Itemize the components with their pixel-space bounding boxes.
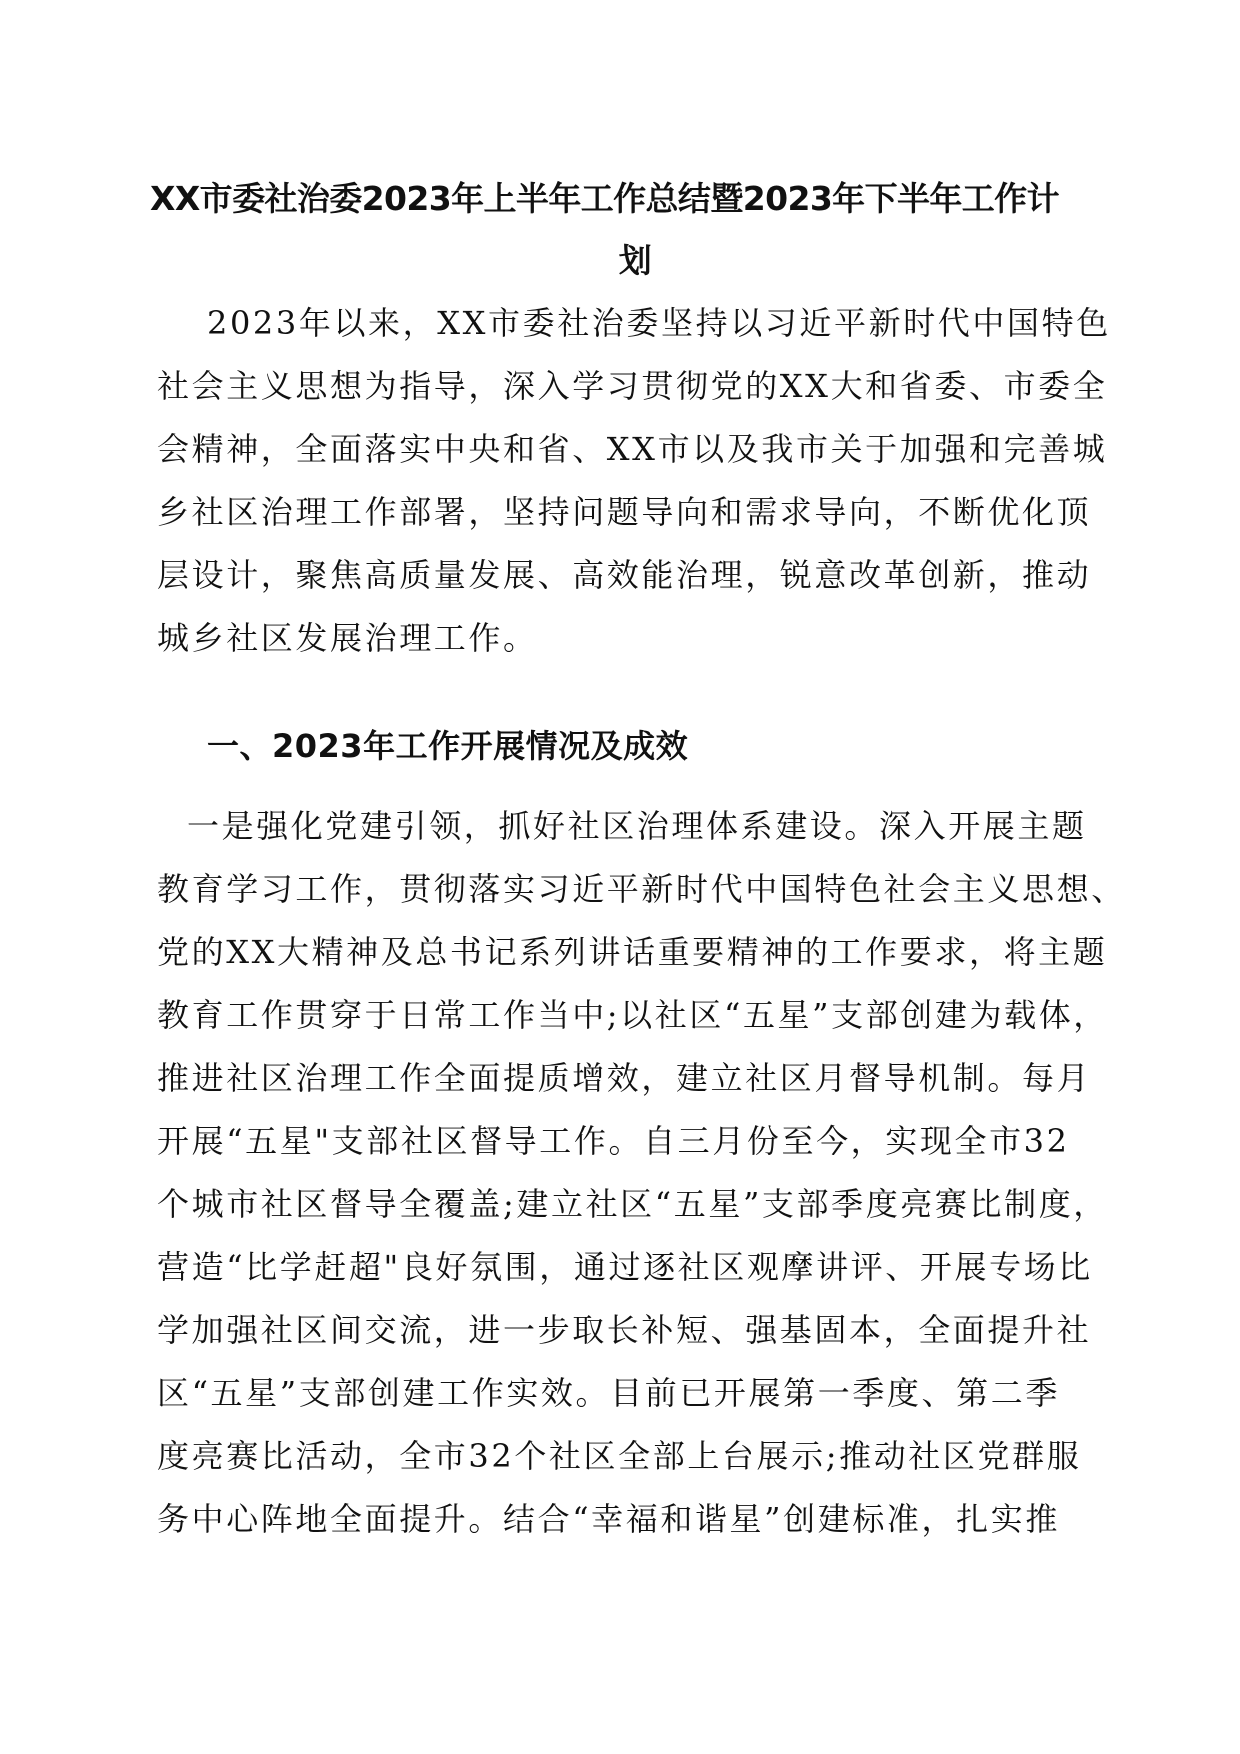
paragraph-line: 营造“比学赶超"良好氛围，通过逐社区观摩讲评、开展专场比 [157,1248,1093,1286]
paragraph-line: 党的XX大精神及总书记系列讲话重要精神的工作要求，将主题 [157,933,1108,971]
paragraph-line: 个城市社区督导全覆盖;建立社区“五星”支部季度亮赛比制度， [157,1185,1108,1223]
intro-paragraph [157,292,1111,670]
paragraph-line: 学加强社区间交流，进一步取长补短、强基固本，全面提升社 [157,1311,1092,1349]
paragraph-line: 社会主义思想为指导，深入学习贯彻党的XX大和省委、市委全 [157,367,1108,405]
paragraph-line: 教育学习工作，贯彻落实习近平新时代中国特色社会主义思想、 [157,870,1126,908]
paragraph-line: 教育工作贯穿于日常工作当中;以社区“五星”支部创建为载体， [157,996,1108,1034]
paragraph-line: 推进社区治理工作全面提质增效，建立社区月督导机制。每月 [157,1059,1092,1097]
title-line-1: XX市委社治委2023年上半年工作总结暨2023年下半年工作计 [150,179,1059,218]
paragraph-line: 一是强化党建引领，抓好社区治理体系建设。深入开展主题 [187,807,1087,845]
section-paragraph [157,795,1126,1551]
paragraph-line: 会精神，全面落实中央和省、XX市以及我市关于加强和完善城 [157,430,1108,468]
paragraph-line: 层设计，聚焦高质量发展、高效能治理，锐意改革创新，推动 [157,556,1092,594]
title-line-2: 划 [618,241,652,280]
paragraph-line: 区“五星”支部创建工作实效。目前已开展第一季度、第二季 [157,1374,1060,1412]
paragraph-line: 开展“五星"支部社区督导工作。自三月份至今，实现全市32 [157,1122,1070,1160]
paragraph-line: 2023年以来，XX市委社治委坚持以习近平新时代中国特色 [207,304,1111,342]
paragraph-line: 度亮赛比活动，全市32个社区全部上台展示;推动社区党群服 [157,1437,1082,1475]
section-heading: 一、2023年工作开展情况及成效 [207,727,689,765]
document-title [150,168,1090,292]
paragraph-line: 乡社区治理工作部署，坚持问题导向和需求导向，不断优化顶 [157,493,1092,531]
paragraph-line: 城乡社区发展治理工作。 [157,619,538,657]
paragraph-line: 务中心阵地全面提升。结合“幸福和谐星”创建标准，扎实推 [157,1500,1060,1538]
